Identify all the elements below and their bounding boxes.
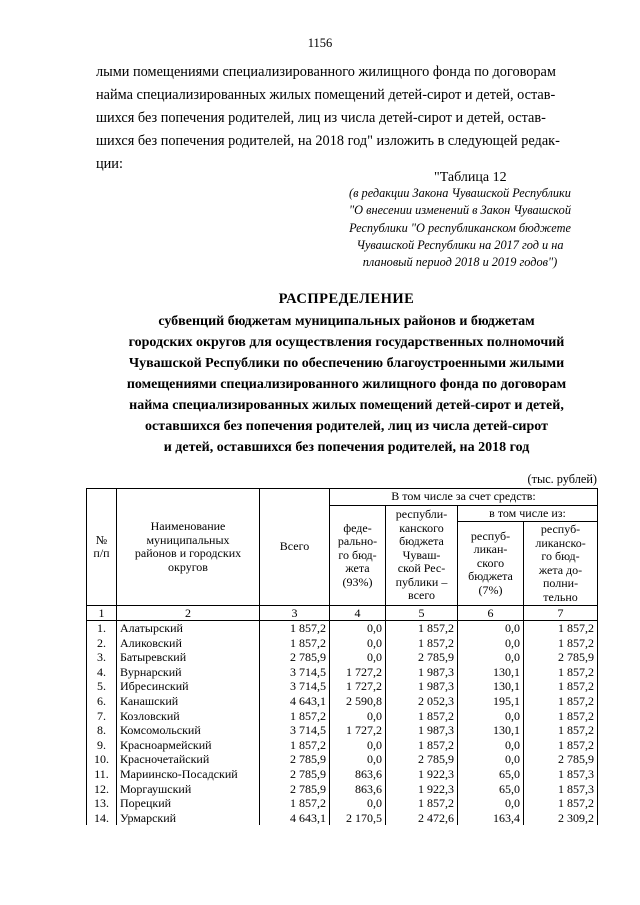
column-number: 7 <box>524 606 598 621</box>
row-number: 3. <box>87 650 117 665</box>
republic-total-value: 1 987,3 <box>386 723 458 738</box>
row-number: 14. <box>87 811 117 826</box>
row-number: 8. <box>87 723 117 738</box>
total-value: 1 857,2 <box>260 709 330 724</box>
edition-line: "О внесении изменений в Закон Чувашской <box>349 203 571 218</box>
row-number: 2. <box>87 636 117 651</box>
federal-value: 1 727,2 <box>330 665 386 680</box>
table-row <box>87 650 598 665</box>
republic-extra-value: 2 309,2 <box>524 811 598 826</box>
subheading-line: помещениями специализированного жилищного фонда по договорам <box>126 377 567 392</box>
federal-value: 0,0 <box>330 796 386 811</box>
federal-value: 863,6 <box>330 767 386 782</box>
republic-extra-value: 1 857,2 <box>524 694 598 709</box>
table-row <box>87 767 598 782</box>
header-including-text: В том числе за счет средств: <box>391 489 536 503</box>
republic-total-value: 1 857,2 <box>386 738 458 753</box>
table-row <box>87 811 598 826</box>
row-number: 7. <box>87 709 117 724</box>
federal-value: 0,0 <box>330 650 386 665</box>
district-name: Мариинско-Посадский <box>117 767 260 782</box>
republic-7-value: 0,0 <box>458 621 524 636</box>
header-number-text: № п/п <box>93 532 110 560</box>
header-total-text: Всего <box>279 539 310 554</box>
table-row <box>87 621 598 636</box>
subheading-line: Чувашской Республики по обеспечению благоустроенными жилыми <box>128 356 565 371</box>
header-republic-text: республи- канского бюджета Чуваш- ской Рес- публики – всего <box>395 507 448 602</box>
table-row <box>87 665 598 680</box>
federal-value: 2 170,5 <box>330 811 386 826</box>
district-name: Комсомольский <box>117 723 260 738</box>
row-number: 11. <box>87 767 117 782</box>
republic-7-value: 130,1 <box>458 665 524 680</box>
column-number: 4 <box>330 606 386 621</box>
republic-7-value: 130,1 <box>458 723 524 738</box>
republic-extra-value: 1 857,2 <box>524 723 598 738</box>
table-row <box>87 694 598 709</box>
republic-extra-value: 1 857,3 <box>524 782 598 797</box>
table-row <box>87 709 598 724</box>
row-number: 13. <box>87 796 117 811</box>
table-row <box>87 782 598 797</box>
district-name: Красночетайский <box>117 752 260 767</box>
subheading-line: субвенций бюджетам муниципальных районов и бюджетам <box>158 314 535 329</box>
republic-extra-value: 1 857,2 <box>524 621 598 636</box>
edition-note <box>318 185 602 271</box>
header-rep7 <box>458 522 524 606</box>
intro-line: ции: <box>96 156 123 172</box>
district-name: Вурнарский <box>117 665 260 680</box>
republic-total-value: 2 785,9 <box>386 650 458 665</box>
total-value: 1 857,2 <box>260 621 330 636</box>
republic-extra-value: 1 857,2 <box>524 738 598 753</box>
republic-7-value: 0,0 <box>458 796 524 811</box>
district-name: Алатырский <box>117 621 260 636</box>
column-number: 5 <box>386 606 458 621</box>
edition-line: Чувашской Республики на 2017 год и на <box>356 237 564 252</box>
federal-value: 0,0 <box>330 621 386 636</box>
federal-value: 0,0 <box>330 738 386 753</box>
header-federal <box>330 505 386 606</box>
republic-7-value: 0,0 <box>458 650 524 665</box>
republic-total-value: 2 052,3 <box>386 694 458 709</box>
federal-value: 863,6 <box>330 782 386 797</box>
total-value: 2 785,9 <box>260 752 330 767</box>
header-name <box>117 489 260 606</box>
republic-total-value: 1 922,3 <box>386 782 458 797</box>
row-number: 6. <box>87 694 117 709</box>
header-name-text: Наименование муниципальных районов и городских округов <box>134 519 242 574</box>
federal-value: 2 590,8 <box>330 694 386 709</box>
republic-total-value: 1 857,2 <box>386 621 458 636</box>
table-row <box>87 636 598 651</box>
republic-total-value: 2 785,9 <box>386 752 458 767</box>
header-number <box>87 489 117 606</box>
column-number: 3 <box>260 606 330 621</box>
title-block <box>96 291 597 458</box>
total-value: 4 643,1 <box>260 694 330 709</box>
column-number: 2 <box>117 606 260 621</box>
header-rep7-text: респуб- ликан- ского бюджета (7%) <box>468 528 513 597</box>
subheading-line: оставшихся без попечения родителей, лиц из числа детей-сирот <box>145 419 548 434</box>
republic-total-value: 1 857,2 <box>386 636 458 651</box>
republic-extra-value: 1 857,2 <box>524 636 598 651</box>
total-value: 1 857,2 <box>260 636 330 651</box>
republic-total-value: 1 987,3 <box>386 679 458 694</box>
republic-total-value: 1 857,2 <box>386 709 458 724</box>
republic-7-value: 195,1 <box>458 694 524 709</box>
total-value: 4 643,1 <box>260 811 330 826</box>
header-including <box>330 489 598 506</box>
edition-line: Республики "О республиканском бюджете <box>349 220 571 235</box>
intro-line: шихся без попечения родителей, лиц из числа детей-сирот и детей, остав- <box>96 110 546 126</box>
republic-total-value: 1 987,3 <box>386 665 458 680</box>
row-number: 9. <box>87 738 117 753</box>
republic-7-value: 163,4 <box>458 811 524 826</box>
column-number: 6 <box>458 606 524 621</box>
district-name: Батыревский <box>117 650 260 665</box>
republic-extra-value: 1 857,3 <box>524 767 598 782</box>
table-row <box>87 738 598 753</box>
republic-7-value: 65,0 <box>458 767 524 782</box>
header-federal-text: феде- рально- го бюд- жета (93%) <box>337 520 378 589</box>
republic-7-value: 0,0 <box>458 738 524 753</box>
district-name: Порецкий <box>117 796 260 811</box>
total-value: 3 714,5 <box>260 665 330 680</box>
row-number: 5. <box>87 679 117 694</box>
header-rep-extra <box>524 522 598 606</box>
district-name: Аликовский <box>117 636 260 651</box>
intro-line: шихся без попечения родителей, на 2018 год" изложить в следующей редак- <box>96 133 560 149</box>
district-name: Урмарский <box>117 811 260 826</box>
republic-total-value: 1 857,2 <box>386 796 458 811</box>
total-value: 2 785,9 <box>260 767 330 782</box>
total-value: 2 785,9 <box>260 650 330 665</box>
row-number: 10. <box>87 752 117 767</box>
intro-paragraph <box>96 61 597 176</box>
edition-line: плановый период 2018 и 2019 годов") <box>362 255 558 270</box>
district-name: Красноармейский <box>117 738 260 753</box>
total-value: 3 714,5 <box>260 723 330 738</box>
republic-7-value: 0,0 <box>458 752 524 767</box>
table-label: "Таблица 12 <box>434 170 507 185</box>
republic-extra-value: 1 857,2 <box>524 679 598 694</box>
table-body <box>87 621 598 826</box>
total-value: 1 857,2 <box>260 796 330 811</box>
header-rep-extra-text: респуб- ликанско- го бюд- жета до- полни- тельно <box>535 522 586 604</box>
subheading-line: и детей, оставшихся без попечения родителей, на 2018 год <box>163 440 530 455</box>
total-value: 1 857,2 <box>260 738 330 753</box>
federal-value: 0,0 <box>330 709 386 724</box>
column-number: 1 <box>87 606 117 621</box>
republic-extra-value: 2 785,9 <box>524 650 598 665</box>
total-value: 3 714,5 <box>260 679 330 694</box>
page-number: 1156 <box>307 36 333 50</box>
edition-line: (в редакции Закона Чувашской Республики <box>349 186 571 200</box>
federal-value: 1 727,2 <box>330 723 386 738</box>
republic-7-value: 65,0 <box>458 782 524 797</box>
subheading-line: найма специализированных жилых помещений детей-сирот и детей, <box>129 398 564 413</box>
intro-line: лыми помещениями специализированного жилищного фонда по договорам <box>96 64 556 80</box>
header-of-which <box>458 505 598 522</box>
table-row <box>87 679 598 694</box>
document-heading: РАСПРЕДЕЛЕНИЕ <box>278 291 415 307</box>
intro-line: найма специализированных жилых помещений детей-сирот и детей, остав- <box>96 87 556 103</box>
row-number: 1. <box>87 621 117 636</box>
document-subheading <box>96 311 597 458</box>
federal-value: 1 727,2 <box>330 679 386 694</box>
republic-extra-value: 1 857,2 <box>524 709 598 724</box>
republic-7-value: 130,1 <box>458 679 524 694</box>
subheading-line: городских округов для осуществления государственных полномочий <box>128 335 565 350</box>
federal-value: 0,0 <box>330 636 386 651</box>
table-row <box>87 796 598 811</box>
units-note: (тыс. рублей) <box>527 472 597 486</box>
republic-total-value: 1 922,3 <box>386 767 458 782</box>
district-name: Ибресинский <box>117 679 260 694</box>
table-row <box>87 723 598 738</box>
district-name: Моргаушский <box>117 782 260 797</box>
republic-extra-value: 2 785,9 <box>524 752 598 767</box>
total-value: 2 785,9 <box>260 782 330 797</box>
table-row <box>87 752 598 767</box>
column-number-row <box>87 606 598 621</box>
distribution-table <box>86 488 598 825</box>
republic-extra-value: 1 857,2 <box>524 796 598 811</box>
header-total <box>260 489 330 606</box>
federal-value: 0,0 <box>330 752 386 767</box>
republic-extra-value: 1 857,2 <box>524 665 598 680</box>
header-of-which-text: в том числе из: <box>489 505 566 520</box>
republic-total-value: 2 472,6 <box>386 811 458 826</box>
header-republic <box>386 505 458 606</box>
row-number: 4. <box>87 665 117 680</box>
row-number: 12. <box>87 782 117 797</box>
district-name: Канашский <box>117 694 260 709</box>
district-name: Козловский <box>117 709 260 724</box>
republic-7-value: 0,0 <box>458 636 524 651</box>
republic-7-value: 0,0 <box>458 709 524 724</box>
